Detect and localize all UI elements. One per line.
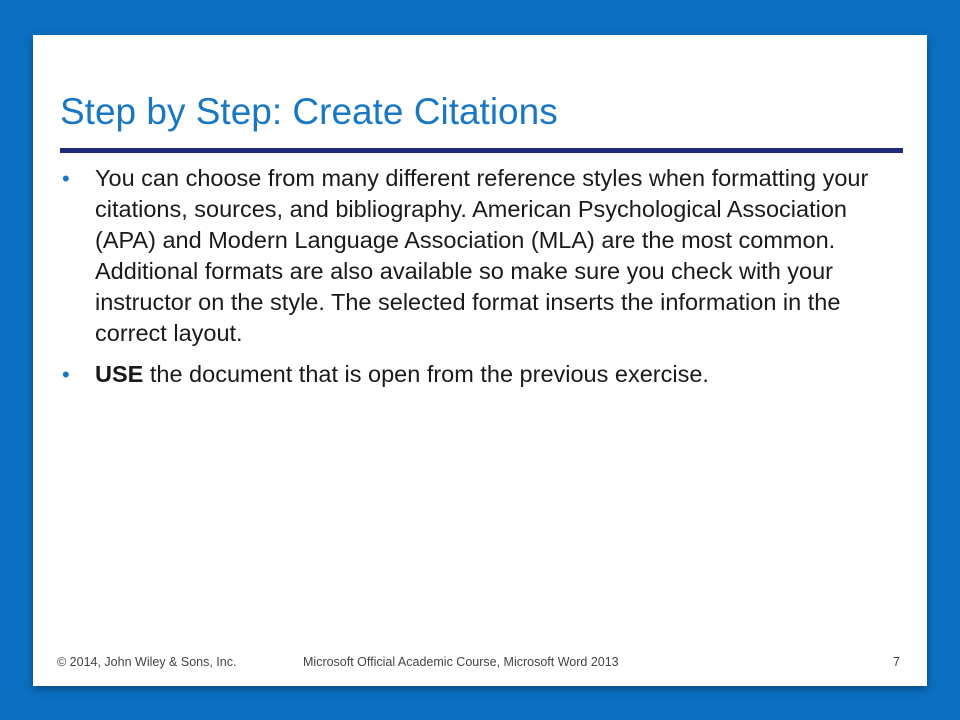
- page-number: 7: [893, 655, 900, 669]
- bullet-text: the document that is open from the previous exercise.: [143, 361, 709, 387]
- bullet-bold-prefix: USE: [95, 361, 144, 387]
- title-underline: [60, 148, 903, 153]
- footer-copyright: © 2014, John Wiley & Sons, Inc.: [57, 655, 237, 669]
- bullet-item: [57, 163, 907, 349]
- footer-course-title: Microsoft Official Academic Course, Microsoft Word 2013: [303, 655, 619, 669]
- bullet-item: [57, 359, 907, 390]
- slide: [33, 35, 927, 686]
- bullet-dot-icon: •: [62, 362, 70, 387]
- slide-footer: [33, 655, 927, 675]
- bullet-list: [57, 163, 907, 400]
- bullet-text: You can choose from many different reference styles when formatting your citations, sources, and bibliography. American Psychological Association (APA) and Modern Language Association (MLA) are the most common. Additional formats are also available so make sure you check with your instructor on the style. The selected format inserts the information in the correct layout.: [95, 165, 869, 346]
- slide-title: Step by Step: Create Citations: [60, 91, 558, 132]
- bullet-dot-icon: •: [62, 166, 70, 191]
